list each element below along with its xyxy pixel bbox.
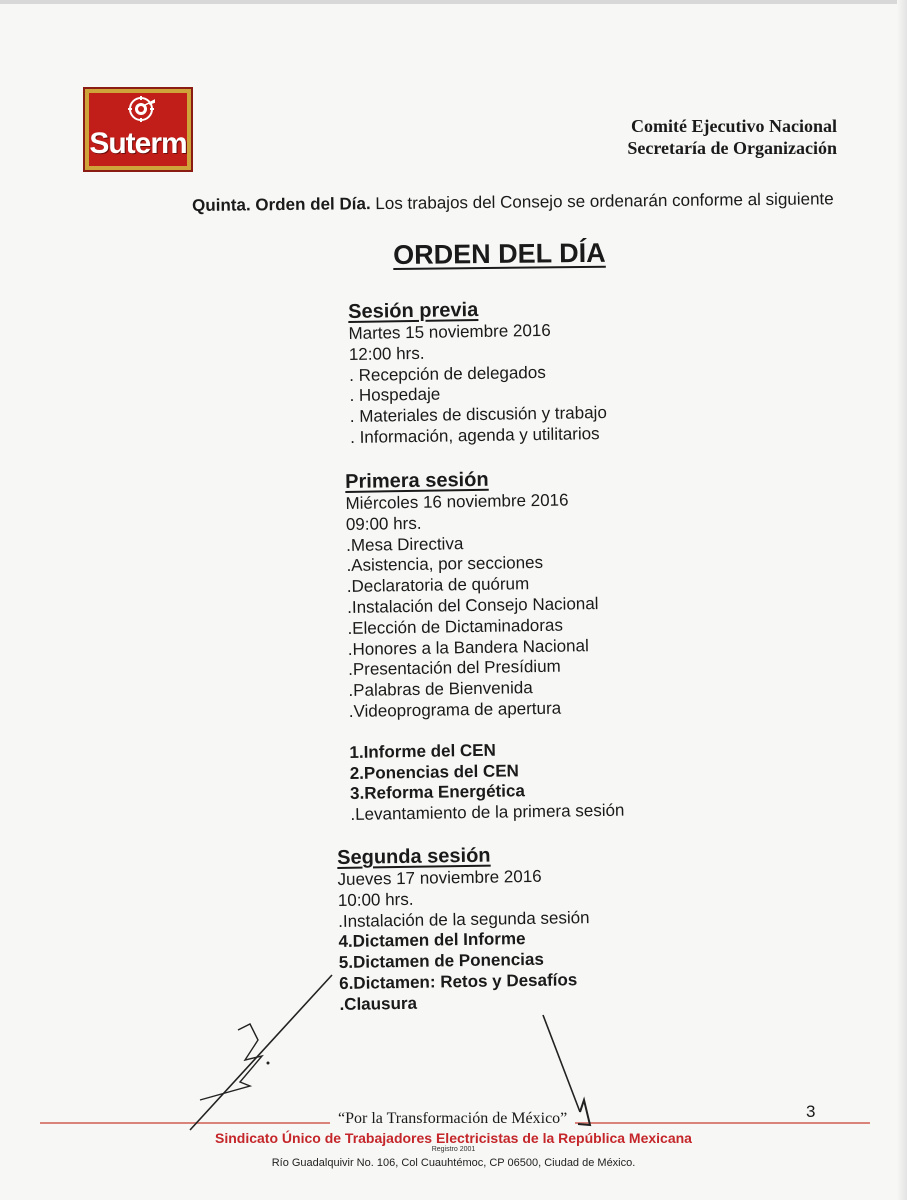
agenda-point: 2.Ponencias del CEN (349, 760, 520, 783)
list-item: . Información, agenda y utilitarios (350, 424, 600, 447)
emblem-icon (127, 95, 155, 123)
list-item: .Presentación del Presídium (347, 657, 561, 680)
footer-slogan: “Por la Transformación de México” (330, 1110, 575, 1128)
list-item: .Declaratoria de quórum (346, 574, 530, 597)
list-item: .Videoprograma de apertura (348, 698, 562, 721)
list-item: . Materiales de discusión y trabajo (349, 403, 607, 427)
sesion-previa-time: 12:00 hrs. (348, 343, 425, 364)
suterm-logo (83, 87, 193, 172)
primera-sesion-title: Primera sesión (345, 468, 489, 493)
list-item: .Elección de Dictaminadoras (347, 615, 564, 638)
logo-wordmark: Suterm (89, 127, 187, 160)
committee-name: Comité Ejecutivo Nacional (631, 116, 837, 136)
list-item: .Asistencia, por secciones (346, 553, 544, 576)
list-item: .Instalación del Consejo Nacional (347, 594, 599, 617)
footer-organization: Sindicato Único de Trabajadores Electricistas de la República Mexicana (215, 1130, 692, 1146)
footer-address: Río Guadalquivir No. 106, Col Cuauhtémoc, CP 06500, Ciudad de México. (271, 1157, 636, 1169)
list-item: .Palabras de Bienvenida (348, 678, 533, 701)
intro-text: Los trabajos del Consejo se ordenarán conforme al siguiente (375, 189, 834, 214)
sesion-previa-title: Sesión previa (348, 298, 479, 323)
primera-sesion-time: 09:00 hrs. (345, 513, 422, 534)
page-number: 3 (806, 1102, 816, 1121)
logo-background (89, 93, 187, 166)
agenda-point: .Clausura (339, 993, 418, 1014)
segunda-sesion-time: 10:00 hrs. (337, 889, 414, 910)
sesion-previa-date: Martes 15 noviembre 2016 (348, 320, 551, 343)
secretariat-name: Secretaría de Organización (627, 138, 837, 158)
page-top-edge (0, 0, 907, 4)
page-right-edge (897, 0, 907, 1200)
list-item: .Honores a la Bandera Nacional (347, 635, 589, 659)
footer-registry: Registro 2001 (431, 1146, 476, 1153)
agenda-point: 1.Informe del CEN (349, 740, 496, 762)
agenda-point: 6.Dictamen: Retos y Desafíos (339, 970, 578, 993)
segunda-sesion-title: Segunda sesión (337, 844, 491, 869)
primera-sesion-date: Miércoles 16 noviembre 2016 (345, 490, 569, 513)
list-item: . Hospedaje (349, 384, 441, 406)
document-title: ORDEN DEL DÍA (393, 237, 606, 270)
list-item: .Instalación de la segunda sesión (338, 907, 590, 931)
list-item: . Recepción de delegados (349, 362, 546, 385)
list-item: .Levantamiento de la primera sesión (350, 800, 625, 825)
agenda-point: 3.Reforma Energética (349, 781, 526, 804)
list-item: .Mesa Directiva (346, 533, 464, 555)
letterhead (627, 115, 837, 159)
section-primera-sesion (345, 466, 625, 826)
agenda-point: 5.Dictamen de Ponencias (338, 949, 544, 973)
segunda-sesion-date: Jueves 17 noviembre 2016 (337, 866, 542, 889)
agenda-point: 4.Dictamen del Informe (338, 929, 526, 952)
intro-paragraph (192, 189, 837, 215)
section-segunda-sesion (337, 842, 591, 1016)
section-sesion-previa (348, 296, 607, 449)
intro-lead: Quinta. Orden del Día. (192, 194, 371, 215)
